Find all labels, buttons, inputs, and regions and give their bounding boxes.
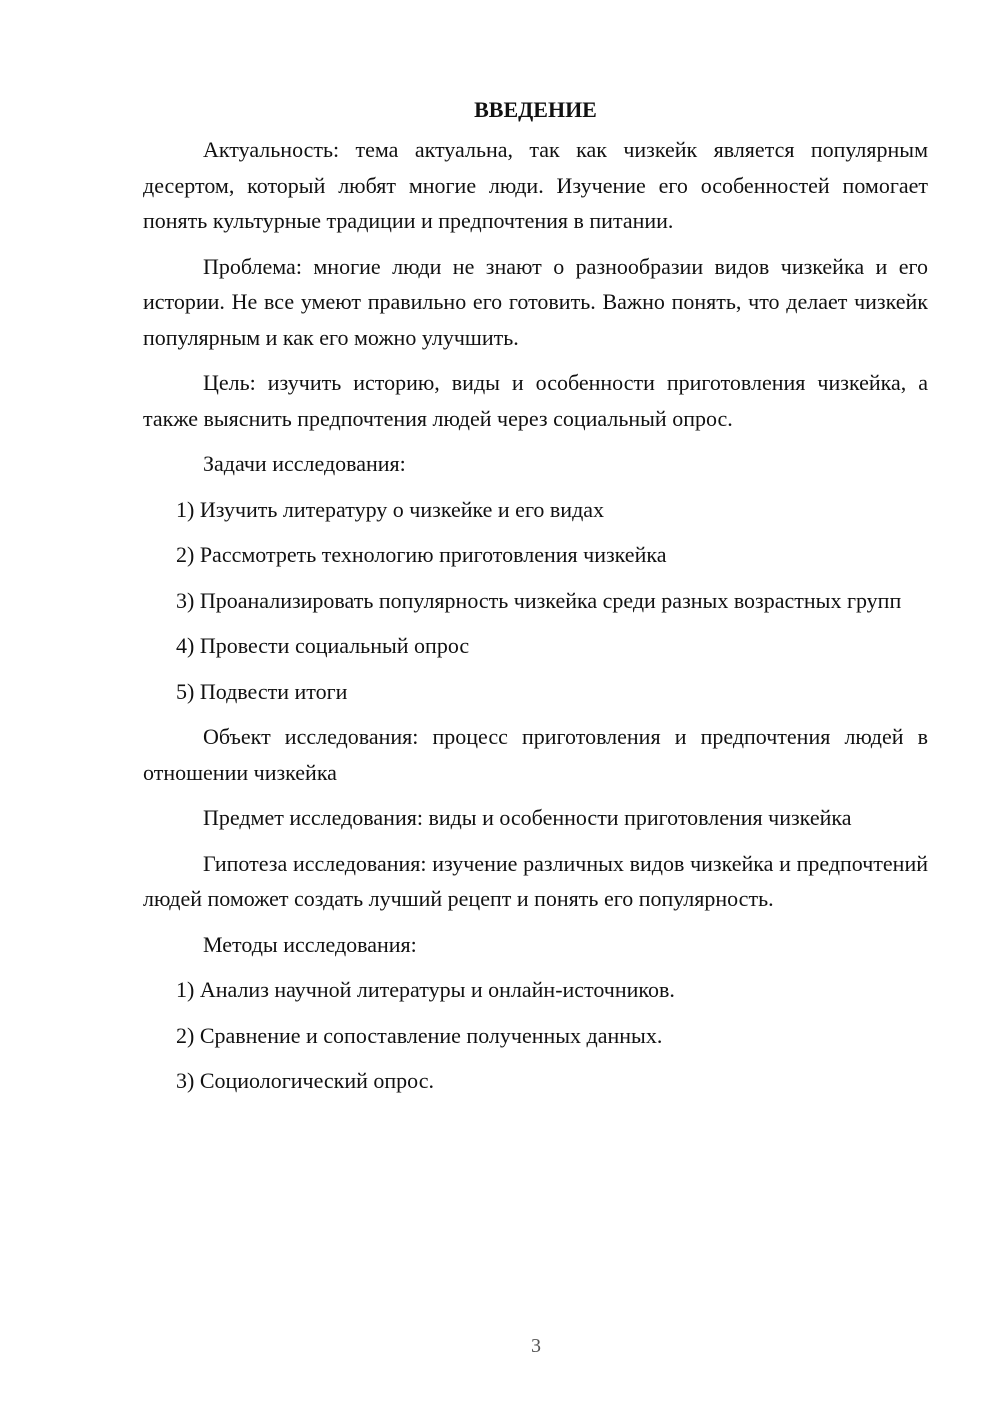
task-item: 1) Изучить литературу о чизкейке и его видах [176,496,605,522]
page-number: 3 [531,1335,541,1357]
task-item: 2) Рассмотреть технологию приготовления чизкейка [176,542,667,567]
hypothesis-paragraph: Гипотеза исследования: изучение различных видов чизкейка и предпочтений людей поможет создать лучший рецепт и понять его популярность. [143,850,928,911]
method-item: 1) Анализ научной литературы и онлайн-источников. [176,977,675,1002]
method-item: 3) Социологический опрос. [176,1068,434,1093]
tasks-heading: Задачи исследования: [203,451,406,476]
method-item: 2) Сравнение и сопоставление полученных данных. [176,1022,663,1048]
goal-paragraph: Цель: изучить историю, виды и особенности приготовления чизкейка, а также выяснить предпочтения людей через социальный опрос. [143,370,928,431]
page-title: ВВЕДЕНИЕ [474,97,597,122]
subject-paragraph: Предмет исследования: виды и особенности приготовления чизкейка [203,805,852,830]
methods-heading: Методы исследования: [203,931,417,957]
relevance-paragraph: Актуальность: тема актуальна, так как чизкейк является популярным десертом, который любят многие люди. Изучение его особенностей помогает понять культурные традиции и предпочтения в питании. [143,137,928,233]
task-item: 3) Проанализировать популярность чизкейка среди разных возрастных групп [176,587,902,613]
task-item: 4) Провести социальный опрос [176,633,470,658]
object-paragraph: Объект исследования: процесс приготовления и предпочтения людей в отношении чизкейка [143,724,928,785]
problem-paragraph: Проблема: многие люди не знают о разнообразии видов чизкейка и его истории. Не все умеют правильно его готовить. Важно понять, что делает чизкейк популярным и как его можно улучшить. [143,253,928,350]
task-item: 5) Подвести итоги [176,678,348,704]
document-page [143,92,928,1109]
